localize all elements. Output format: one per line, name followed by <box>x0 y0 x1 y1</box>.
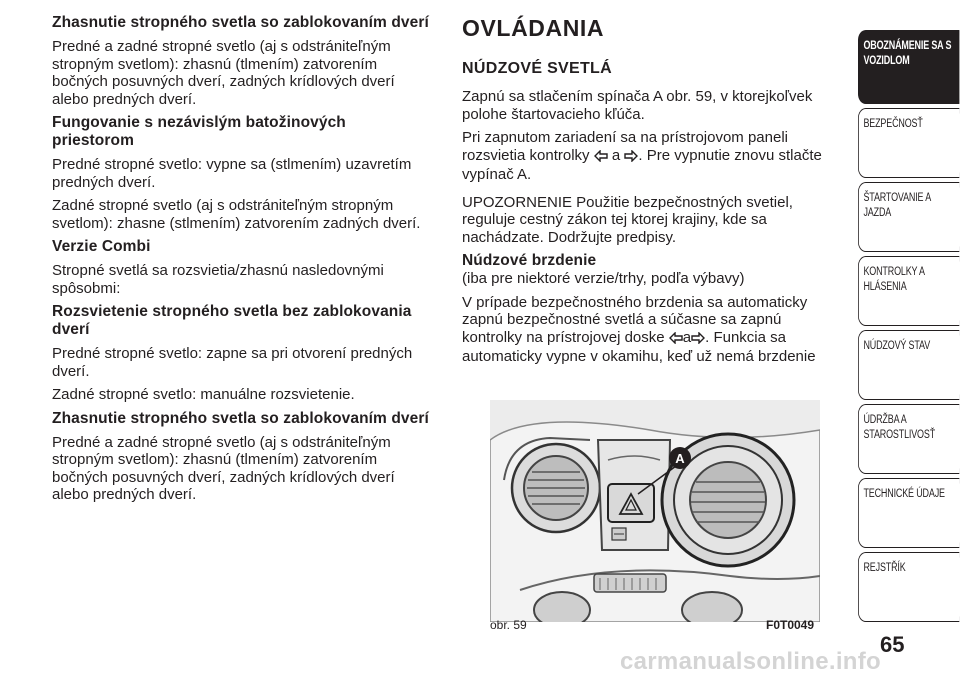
tab-index[interactable]: REJSTŘÍK <box>858 552 959 622</box>
heading-independent-cargo: Fungovanie s nezávislým batožinových priestorom <box>52 114 346 149</box>
chapter-tabs <box>858 0 960 628</box>
section-title: OVLÁDANIA <box>462 15 605 41</box>
heading-light-off: Zhasnutie stropného svetla so zablokovaním dverí <box>52 409 429 427</box>
page-number: 65 <box>880 632 905 657</box>
heading-combi: Verzie Combi <box>52 238 151 255</box>
paragraph: Predné stropné svetlo: vypne sa (stlmením) uzavretím predných dverí. <box>52 156 412 191</box>
section-subtitle: NÚDZOVÉ SVETLÁ <box>462 60 612 77</box>
turn-right-icon <box>691 331 705 349</box>
text-part: a <box>682 328 692 346</box>
hazard-switch <box>608 484 654 522</box>
turn-right-icon <box>624 149 638 167</box>
paragraph: Zadné stropné svetlo (aj s odstrániteľným stropným svetlom): zhasne (stlmením) zatvorením zadných dverí. <box>52 197 421 232</box>
text-part: V prípade bezpečnostného brzdenia sa automaticky zapnú bezpečnostné svetlá a súčasne sa zapnú kontrolky na prístrojovej doske <box>462 293 808 346</box>
paragraph: Predné a zadné stropné svetlo (aj s odstrániteľným stropným svetlom): zhasnú (tlmením) zatvorením bočných posuvných dverí, zadných krídlových dverí alebo predných dverí. <box>52 433 395 503</box>
turn-left-icon <box>669 331 683 349</box>
tab-emergency[interactable]: NÚDZOVÝ STAV <box>858 330 959 400</box>
paragraph-warning: UPOZORNENIE Použitie bezpečnostných svetiel, reguluje cestný zákon tej ktorej krajiny, kde sa nachádzate. Dodržujte predpisy. <box>462 193 793 246</box>
tab-starting-driving[interactable]: ŠTARTOVANIE A JAZDA <box>858 182 959 252</box>
watermark-footer: carmanualsonline.info <box>620 648 882 675</box>
heading-door-lock-off: Zhasnutie stropného svetla so zablokovaním dverí <box>52 14 429 31</box>
paragraph-braking <box>462 294 842 366</box>
figure-dashboard-hazard-switch <box>490 400 820 622</box>
mid-column <box>462 14 842 372</box>
paragraph: Predné stropné svetlo: zapne sa pri otvorení predných dverí. <box>52 345 413 380</box>
text-part: a <box>611 146 621 164</box>
paragraph: Zapnú sa stlačením spínača A obr. 59, v ktorejkoľvek polohe štartovacieho kľúča. <box>462 88 813 123</box>
text-part: . Funkcia sa automaticky vypne v okamihu, keď už nemá brzdenie <box>462 328 816 365</box>
heading-emergency-braking: Núdzové brzdenie <box>462 252 597 269</box>
text-part: Pri zapnutom zariadení sa na prístrojovom paneli rozsvietia kontrolky <box>462 129 789 164</box>
tab-maintenance[interactable]: ÚDRŽBA A STAROSTLIVOSŤ <box>858 404 959 474</box>
dashboard-illustration <box>490 400 820 622</box>
tab-warnings[interactable]: KONTROLKY A HLÁSENIA <box>858 256 959 326</box>
callout-label: A <box>675 451 685 466</box>
paragraph-indicators <box>462 129 842 184</box>
left-column <box>52 14 430 510</box>
figure-code: F0T0049 <box>766 618 815 632</box>
tab-technical-data[interactable]: TECHNICKÉ ÚDAJE <box>858 478 959 548</box>
figure-caption: obr. 59 <box>490 618 527 632</box>
heading-light-on: Rozsvietenie stropného svetla bez zablokovania dverí <box>52 303 412 338</box>
turn-left-icon <box>594 149 608 167</box>
text-part: . Pre vypnutie znovu stlačte vypínač A. <box>462 146 822 183</box>
tab-vehicle-intro[interactable]: OBOZNÁMENIE SA S VOZIDLOM <box>858 30 959 104</box>
paragraph-note: (iba pre niektoré verzie/trhy, podľa výbavy) <box>462 270 745 287</box>
paragraph: Zadné stropné svetlo: manuálne rozsvietenie. <box>52 386 355 403</box>
tab-safety[interactable]: BEZPEČNOSŤ <box>858 108 959 178</box>
paragraph: Predné a zadné stropné svetlo (aj s odstrániteľným stropným svetlom): zhasnú (tlmením) zatvorením bočných posuvných dverí, zadných krídlových dverí alebo predných dverí. <box>52 38 395 108</box>
paragraph: Stropné svetlá sa rozsvietia/zhasnú nasledovnými spôsobmi: <box>52 262 384 297</box>
